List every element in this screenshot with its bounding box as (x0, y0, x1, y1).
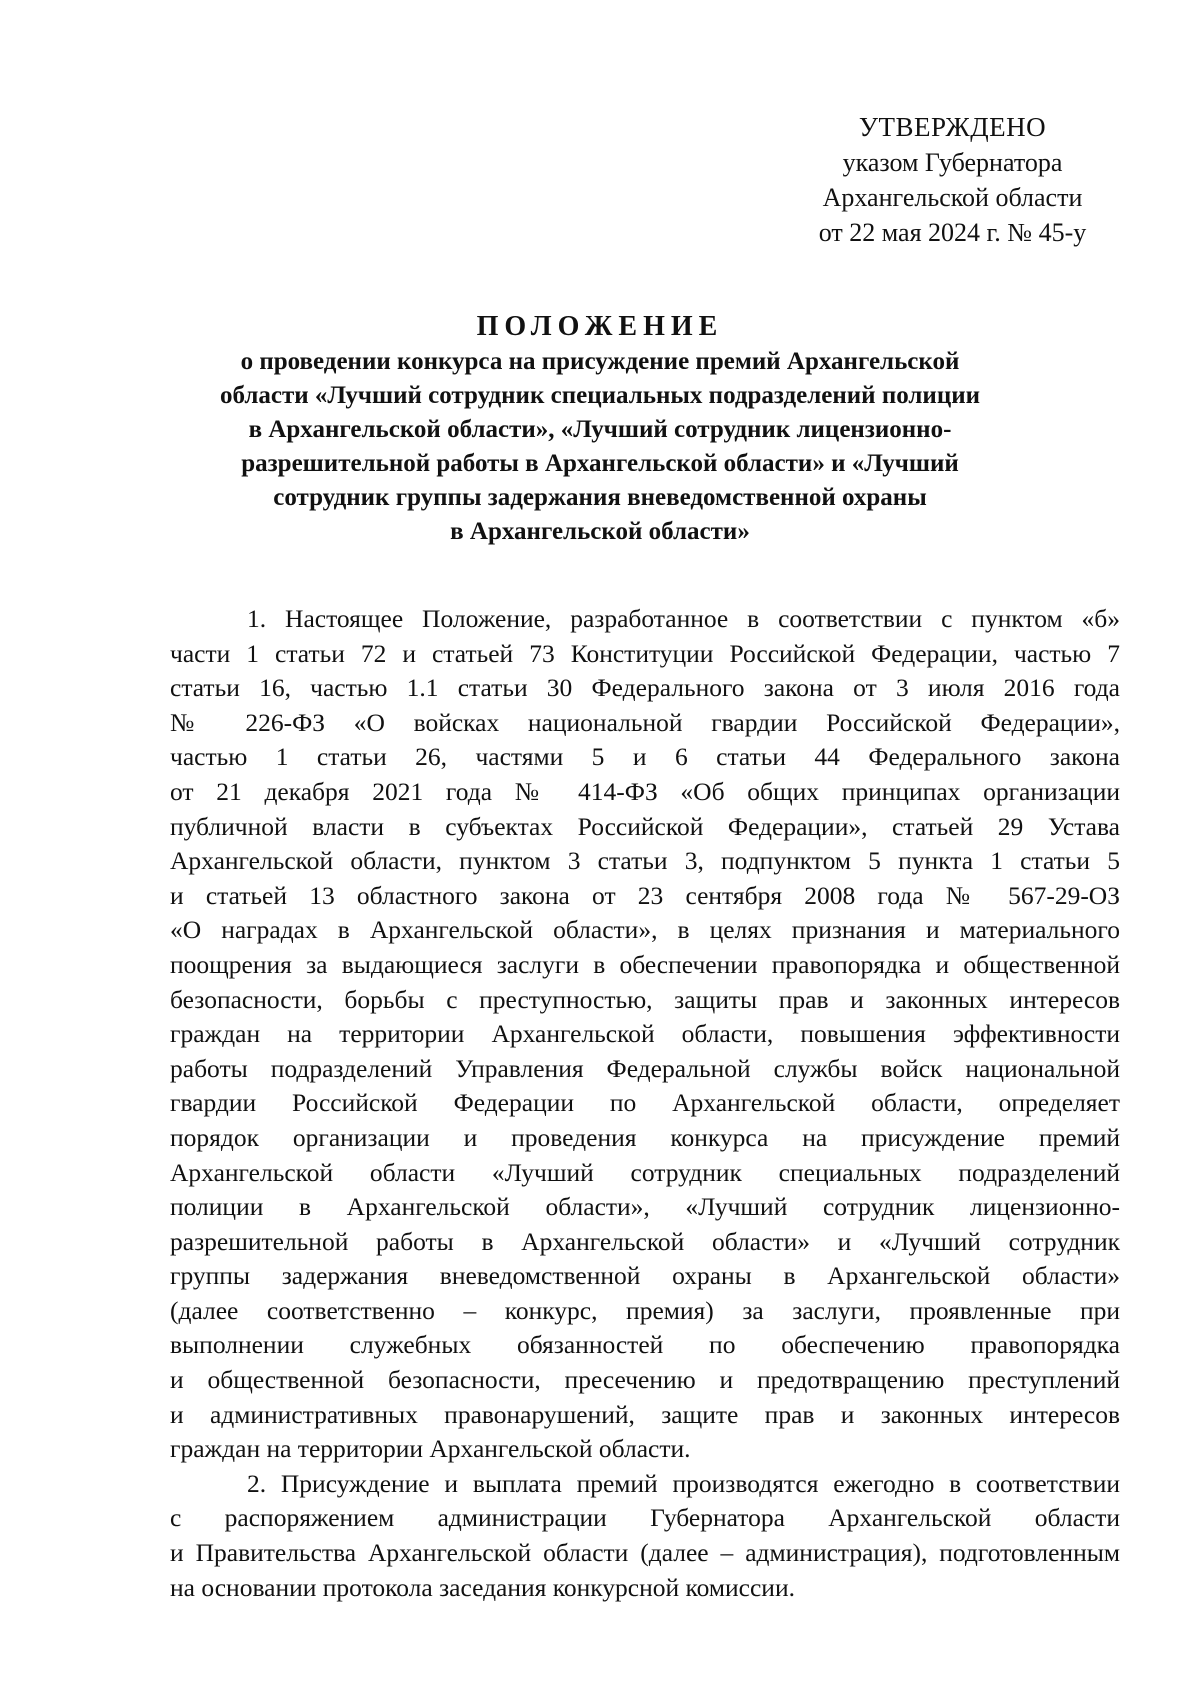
text-line: 1. Настоящее Положение, разработанное в соответствии с пунктом «б» (247, 604, 1120, 633)
text-line: «О наградах в Архангельской области», в целях признания и материального (170, 915, 1120, 945)
text-line: и статьей 13 областного закона от 23 сентября 2008 года № 567-29-ОЗ (170, 880, 1120, 910)
text-line: № 226-ФЗ «О войсках национальной гвардии Российской Федерации», (170, 707, 1120, 737)
subtitle-line: разрешительной работы в Архангельской области» и «Лучший (241, 450, 959, 477)
text-line: Архангельской области, пунктом 3 статьи 3, подпунктом 5 пункта 1 статьи 5 (170, 846, 1120, 876)
document-title-block (180, 309, 1020, 549)
text-line: работы подразделений Управления Федеральной службы войск национальной (170, 1053, 1120, 1083)
text-line: (далее соответственно – конкурс, премия) за заслуги, проявленные при (170, 1295, 1120, 1325)
text-line: и общественной безопасности, пресечению и предотвращению преступлений (170, 1365, 1120, 1395)
text-line: от 21 декабря 2021 года № 414-ФЗ «Об общих принципах организации (170, 776, 1120, 806)
subtitle-line: сотрудник группы задержания вневедомственной охраны (273, 484, 927, 511)
approval-heading: УТВЕРЖДЕНО (858, 112, 1047, 142)
text-line: 2. Присуждение и выплата премий производятся ежегодно в соответствии (247, 1468, 1120, 1498)
text-line: граждан на территории Архангельской области, повышения эффективности (170, 1019, 1120, 1049)
text-line: и Правительства Архангельской области (далее – администрация), подготовленным (170, 1538, 1120, 1568)
subtitle-line: о проведении конкурса на присуждение премий Архангельской (240, 348, 960, 375)
text-line: граждан на территории Архангельской области. (170, 1434, 691, 1464)
text-line: группы задержания вневедомственной охраны в Архангельской области» (170, 1261, 1120, 1291)
text-line: с распоряжением администрации Губернатора Архангельской области (170, 1503, 1120, 1533)
text-line: публичной власти в субъектах Российской Федерации», статьей 29 Устава (170, 811, 1120, 841)
approval-stamp (780, 110, 1125, 250)
text-line: безопасности, борьбы с преступностью, защиты прав и законных интересов (170, 984, 1120, 1014)
approval-line: от 22 мая 2024 г. № 45-у (818, 218, 1087, 247)
text-line: поощрения за выдающиеся заслуги в обеспечении правопорядка и общественной (170, 949, 1120, 979)
text-line: Архангельской области «Лучший сотрудник специальных подразделений (170, 1157, 1120, 1187)
paragraph-2 (170, 1467, 1120, 1605)
text-line: выполнении служебных обязанностей по обеспечению правопорядка (170, 1330, 1120, 1360)
subtitle-line: области «Лучший сотрудник специальных подразделений полиции (219, 382, 981, 409)
document-body (170, 602, 1120, 1605)
text-line: гвардии Российской Федерации по Архангельской области, определяет (170, 1088, 1120, 1118)
document-title: ПОЛОЖЕНИЕ (476, 311, 724, 342)
text-line: порядок организации и проведения конкурса на присуждение премий (170, 1122, 1120, 1152)
subtitle-line: в Архангельской области» (450, 518, 750, 545)
text-line: частью 1 статьи 26, частями 5 и 6 статьи 44 Федерального закона (170, 742, 1120, 772)
document-subtitle (180, 345, 1020, 549)
text-line: на основании протокола заседания конкурсной комиссии. (170, 1572, 795, 1602)
text-line: полиции в Архангельской области», «Лучший сотрудник лицензионно- (170, 1192, 1120, 1222)
approval-line: Архангельской области (822, 183, 1083, 212)
text-line: статьи 16, частью 1.1 статьи 30 Федерального закона от 3 июля 2016 года (170, 673, 1120, 703)
approval-line: указом Губернатора (842, 148, 1063, 177)
paragraph-1 (170, 602, 1120, 1467)
text-line: и административных правонарушений, защите прав и законных интересов (170, 1399, 1120, 1429)
text-line: разрешительной работы в Архангельской области» и «Лучший сотрудник (170, 1226, 1120, 1256)
subtitle-line: в Архангельской области», «Лучший сотрудник лицензионно- (248, 416, 952, 443)
text-line: части 1 статьи 72 и статьей 73 Конституции Российской Федерации, частью 7 (170, 638, 1120, 668)
